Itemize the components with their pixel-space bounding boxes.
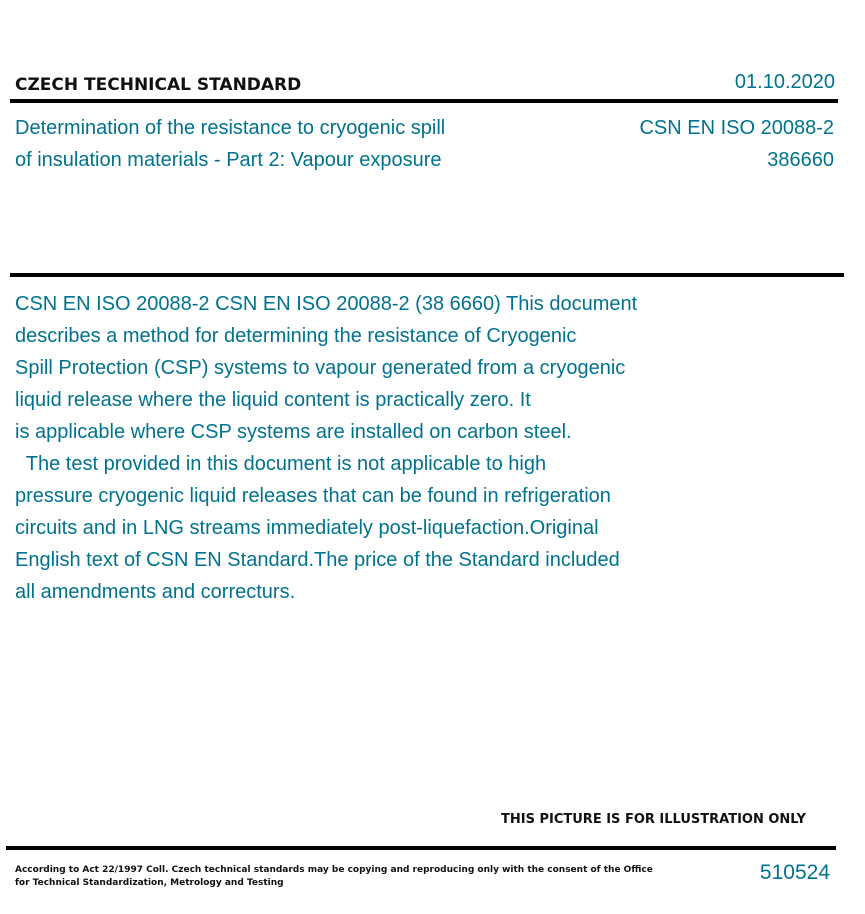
- standard-title-line: of insulation materials - Part 2: Vapour exposure: [15, 149, 442, 171]
- document-id: 510524: [759, 861, 830, 884]
- header-rule: [10, 99, 838, 103]
- description-line: circuits and in LNG streams immediately post-liquefaction.Original: [15, 517, 599, 539]
- section-rule: [10, 273, 844, 277]
- classification-number: 386660: [767, 149, 834, 171]
- description-line: English text of CSN EN Standard.The price of the Standard included: [15, 549, 620, 571]
- description-line: Spill Protection (CSP) systems to vapour generated from a cryogenic: [15, 357, 626, 379]
- standard-code: CSN EN ISO 20088-2: [639, 117, 834, 139]
- description-text: [15, 288, 715, 608]
- description-line: The test provided in this document is not applicable to high: [15, 453, 547, 475]
- document-type-title: CZECH TECHNICAL STANDARD: [15, 75, 302, 95]
- legal-notice-line: According to Act 22/1997 Coll. Czech technical standards may be copying and reproducing only with the consent of the Office: [15, 865, 653, 875]
- description-line: is applicable where CSP systems are installed on carbon steel.: [15, 421, 572, 443]
- description-line: all amendments and correcturs.: [15, 581, 296, 603]
- description-line: liquid release where the liquid content is practically zero. It: [15, 389, 531, 411]
- legal-notice-line: for Technical Standardization, Metrology and Testing: [15, 878, 284, 888]
- description-line: pressure cryogenic liquid releases that can be found in refrigeration: [15, 485, 611, 507]
- legal-notice: [15, 864, 653, 890]
- footer-rule: [6, 846, 836, 850]
- illustration-note: THIS PICTURE IS FOR ILLUSTRATION ONLY: [501, 812, 806, 827]
- publication-date: 01.10.2020: [734, 71, 835, 93]
- description-line: describes a method for determining the resistance of Cryogenic: [15, 325, 577, 347]
- description-line: CSN EN ISO 20088-2 CSN EN ISO 20088-2 (38 6660) This document: [15, 293, 638, 315]
- standard-title-line: Determination of the resistance to cryogenic spill: [15, 117, 446, 139]
